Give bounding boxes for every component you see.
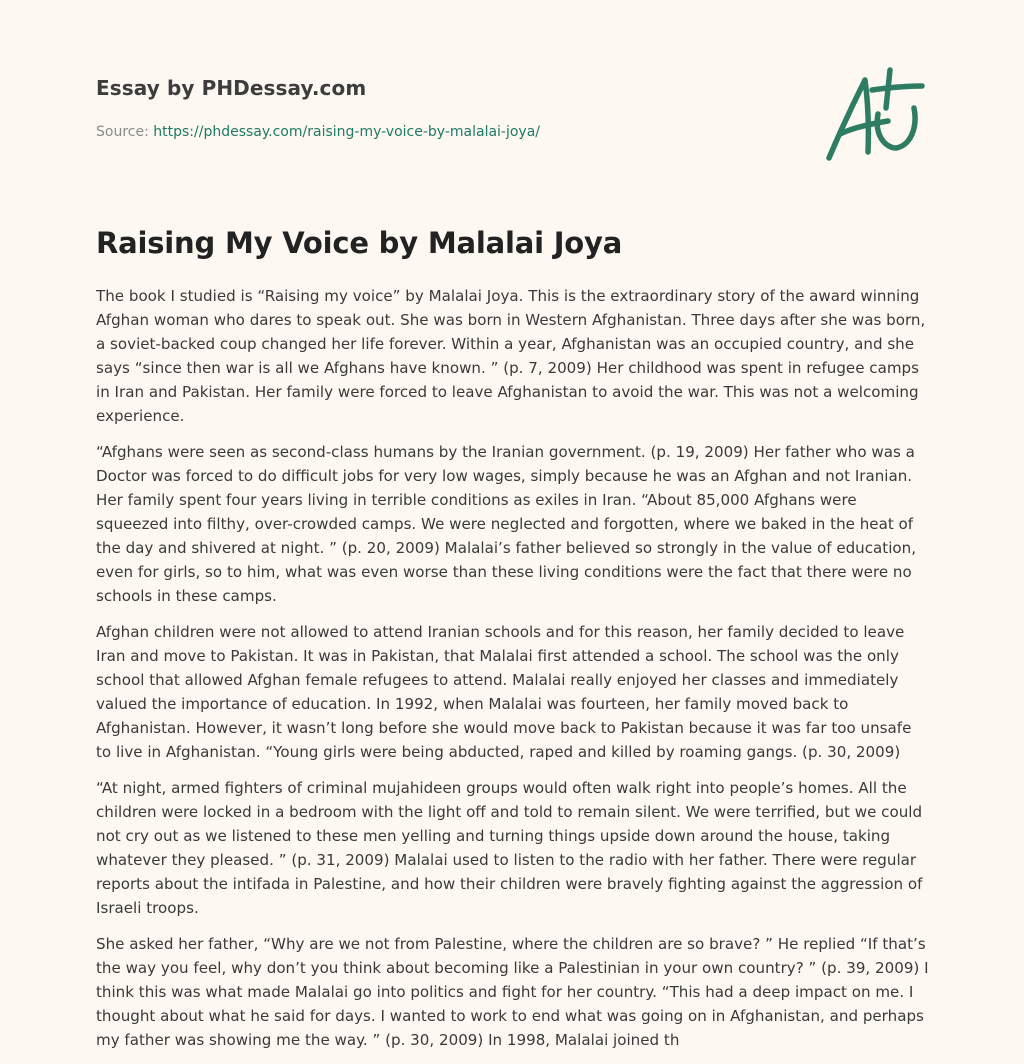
source-link[interactable]: https://phdessay.com/raising-my-voice-by-malalai-joya/	[153, 124, 541, 140]
source-line	[96, 124, 540, 140]
paragraph: “Afghans were seen as second-class humans by the Iranian government. (p. 19, 2009) Her father who was a Doctor was forced to do difficult jobs for very low wages, simply because he was an Afghan and not Iranian. Her family spent four years living in terrible conditions as exiles in Iran. “About 85,000 Afghans were squeezed into filthy, over-crowded camps. We were neglected and forgotten, where we baked in the heat of the day and shivered at night. ” (p. 20, 2009) Malalai’s father believed so strongly in the value of education, even for girls, so to him, what was even worse than these living conditions were the fact that there were no schools in these camps.	[96, 443, 917, 605]
essay-title: Raising My Voice by Malalai Joya	[96, 226, 623, 260]
paragraph: Afghan children were not allowed to attend Iranian schools and for this reason, her family decided to leave Iran and move to Pakistan. It was in Pakistan, that Malalai first attended a school. The school was the only school that allowed Afghan female refugees to attend. Malalai really enjoyed her classes and immediately valued the importance of education. In 1992, when Malalai was fourteen, her family moved back to Afghanistan. However, it wasn’t long before she would move back to Pakistan because it was far too unsafe to live in Afghanistan. “Young girls were being abducted, raped and killed by roaming gangs. (p. 30, 2009)	[96, 623, 912, 761]
essay-body	[96, 284, 930, 1064]
paragraph: The book I studied is “Raising my voice” by Malalai Joya. This is the extraordinary story of the award winning Afghan woman who dares to speak out. She was born in Western Afghanistan. Three days after she was born, a soviet-backed coup changed her life forever. Within a year, Afghanistan was an occupied country, and she says “since then war is all we Afghans have known. ” (p. 7, 2009) Her childhood was spent in refugee camps in Iran and Pakistan. Her family were forced to leave Afghanistan to avoid the war. This was not a welcoming experience.	[96, 287, 926, 425]
paragraph: She asked her father, “Why are we not from Palestine, where the children are so brave? ” He replied “If that’s the way you feel, why don’t you think about becoming like a Palestinian in your own country? ” (p. 39, 2009) I think this was what made Malalai go into politics and fight for her country. “This had a deep impact on me. I thought about what he said for days. I wanted to work to end what was going on in Afghanistan, and perhaps my father was showing me the way. ” (p. 30, 2009) In 1998, Malalai joined th	[96, 935, 929, 1049]
paragraph: “At night, armed fighters of criminal mujahideen groups would often walk right into people’s homes. All the children were locked in a bedroom with the light off and told to remain silent. We were terrified, but we could not cry out as we listened to these men yelling and turning things upside down around the house, taking whatever they pleased. ” (p. 31, 2009) Malalai used to listen to the radio with her father. There were regular reports about the intifada in Palestine, and how their children were bravely fighting against the aggression of Israeli troops.	[96, 779, 923, 917]
essay-header	[96, 76, 796, 140]
a-plus-logo-icon	[822, 66, 926, 164]
source-label: Source:	[96, 124, 154, 140]
site-brand: Essay by PHDessay.com	[96, 76, 367, 100]
